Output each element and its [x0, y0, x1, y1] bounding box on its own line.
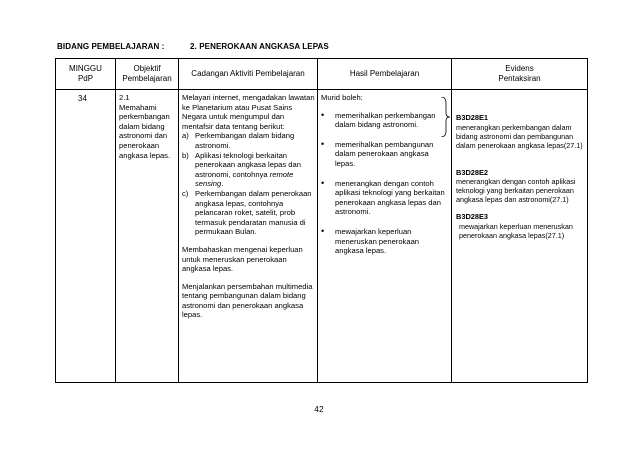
header-objektif: [116, 59, 179, 90]
evidence-code: B3D28E2: [456, 167, 489, 177]
activity-item-label: b): [182, 150, 189, 160]
header-objektif-line2: Pembelajaran: [122, 74, 172, 83]
evidence-code: B3D28E1: [456, 113, 489, 122]
header-aktiviti: [179, 59, 318, 90]
activity-cell: [179, 90, 318, 383]
evidence-code: B3D28E3: [456, 212, 489, 222]
activity-debate: Membahaskan mengenai keperluan untuk meneruskan penerokaan angkasa lepas.: [182, 244, 303, 274]
field-label: BIDANG PEMBELAJARAN :: [57, 42, 165, 51]
header-objektif-line1: Objektif: [133, 64, 161, 73]
activity-item: [182, 189, 315, 237]
activity-item-text: Perkembangan dalam bidang astronomi.: [195, 131, 295, 150]
activity-item-text-end: .: [221, 179, 224, 189]
activity-item-label: a): [182, 131, 189, 141]
objective-line: 2.1: [119, 93, 130, 102]
objective-line: dalam bidang: [119, 121, 165, 131]
evidence-desc: menerangkan dengan contoh aplikasi teknologi yang berkaitan penerokaan angkasa lepas dan astronomi(27.1): [456, 177, 576, 205]
objective-line: astronomi dan: [119, 131, 168, 141]
week-cell: [56, 90, 116, 383]
bullet-icon: •: [321, 109, 325, 120]
activity-item: [182, 131, 315, 150]
activity-item-text-italic: remote sensing: [195, 169, 294, 189]
week-number: 34: [78, 94, 87, 103]
header-evidens-line2: Pentaksiran: [498, 74, 541, 83]
result-item: [321, 179, 449, 217]
lesson-plan-table: [55, 58, 588, 383]
results-cell: [318, 90, 452, 383]
evidence-desc: menerangkan perkembangan dalam bidang astronomi dan pembangunan dalam penerokaan angkasa lepas(27.1): [456, 122, 583, 150]
objective-line: Memahami: [119, 102, 157, 112]
objective-line: angkasa lepas.: [119, 150, 171, 160]
evidence-cell: [452, 90, 588, 383]
activity-item: [182, 151, 315, 189]
brace-icon: [440, 97, 450, 137]
activity-multimedia: Menjalankan persembahan multimedia tentang pembangunan dalam bidang astronomi dan penerokaan angkasa lepas.: [182, 281, 313, 320]
header-evidens: [452, 59, 588, 90]
header-minggu-line1: MINGGU: [69, 64, 102, 73]
page-number: 42: [314, 404, 324, 414]
result-text: memerihalkan perkembangan dalam bidang astronomi.: [335, 110, 436, 130]
activity-intro: Melayari internet, mengadakan lawatan ke Planetarium atau Pusat Sains Negara untuk mengumpul dan mentafsir data tentang berikut:: [182, 93, 315, 131]
activity-item-text-main: Aplikasi teknologi berkaitan penerokaan angkasa lepas dan astronomi, contohnya: [195, 150, 301, 179]
header-evidens-line1: Evidens: [505, 64, 534, 73]
result-text: memerihalkan pembangunan dalam penerokaan angkasa lepas.: [335, 139, 434, 168]
objective-cell: [116, 90, 179, 383]
result-text: mewajarkan keperluan meneruskan penerokaan angkasa lepas.: [335, 226, 420, 256]
bullet-icon: •: [321, 138, 325, 149]
objective-line: penerokaan: [119, 140, 160, 150]
field-title: 2. PENEROKAAN ANGKASA LEPAS: [190, 42, 329, 51]
results-intro: Murid boleh:: [321, 93, 363, 102]
header-hasil-text: Hasil Pembelajaran: [349, 69, 420, 78]
result-item: [321, 111, 449, 130]
header-aktiviti-text: Cadangan Aktiviti Pembelajaran: [191, 69, 305, 78]
table-header-row: [56, 59, 588, 90]
activity-item-text: Perkembangan dalam penerokaan angkasa lepas, contohnya pelancaran roket, satelit, prob termasuk pendaratan manusia di permukaan Bulan.: [195, 188, 312, 237]
activity-item-text: [195, 151, 315, 189]
table-row: [56, 90, 588, 383]
result-text: menerangkan dengan contoh aplikasi teknologi yang berkaitan penerokaan angkasa lepas dan astronomi.: [335, 178, 445, 217]
activity-item-label: c): [182, 188, 189, 198]
bullet-icon: •: [321, 225, 325, 236]
header-minggu: [56, 59, 116, 90]
result-item: [321, 227, 449, 256]
header-hasil: [318, 59, 452, 90]
bullet-icon: •: [321, 177, 325, 188]
header-minggu-line2: PdP: [77, 74, 94, 83]
result-item: [321, 140, 449, 169]
objective-line: perkembangan: [119, 112, 170, 122]
evidence-desc: mewajarkan keperluan meneruskan penerokaan angkasa lepas(27.1): [459, 221, 573, 240]
